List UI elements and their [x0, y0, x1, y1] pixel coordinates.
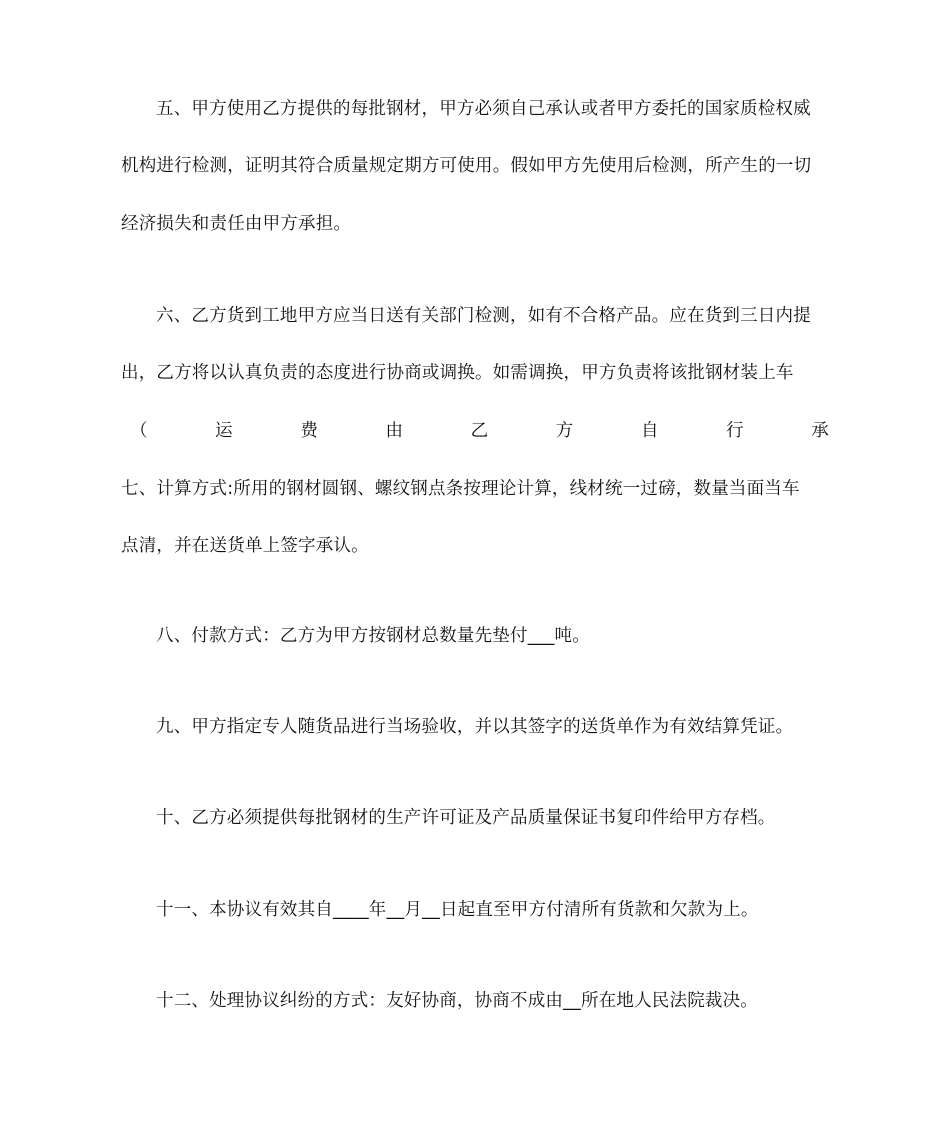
clause-8: 八、付款方式：乙方为甲方按钢材总数量先垫付___吨。: [156, 626, 590, 646]
clause-5-line-1: 五、甲方使用乙方提供的每批钢材，甲方必须自己承认或者甲方委托的国家质检权威: [156, 99, 811, 119]
spread-char: （: [130, 421, 148, 441]
spread-char: 费: [300, 421, 319, 441]
spread-char: 行: [726, 421, 744, 441]
spread-char: 承: [811, 421, 829, 441]
clause-5-line-2: 机构进行检测，证明其符合质量规定期方可使用。假如甲方先使用后检测，所产生的一切: [121, 156, 812, 176]
clause-6-line-2: 出，乙方将以认真负责的态度进行协商或调换。如需调换，甲方负责将该批钢材装上车: [121, 363, 794, 383]
clause-9: 九、甲方指定专人随货品进行当场验收，并以其签字的送货单作为有效结算凭证。: [156, 717, 794, 737]
spread-char: 自: [640, 421, 659, 441]
clause-5-line-3: 经济损失和责任由甲方承担。: [121, 214, 352, 234]
clause-11: 十一、本协议有效其自____年__月__日起直至甲方付清所有货款和欠款为上。: [156, 900, 759, 920]
clause-7-line-1: 七、计算方式:所用的钢材圆钢、螺纹钢点条按理论计算，线材统一过磅，数量当面当车: [121, 479, 800, 499]
clause-7-line-2: 点清，并在送货单上签字承认。: [121, 536, 369, 556]
clause-6-spread-line: [130, 419, 829, 443]
spread-char: 运: [215, 421, 233, 441]
spread-char: 乙: [470, 421, 489, 441]
clause-6-line-1: 六、乙方货到工地甲方应当日送有关部门检测，如有不合格产品。应在货到三日内提: [156, 306, 811, 326]
spread-char: 方: [555, 421, 574, 441]
clause-10: 十、乙方必须提供每批钢材的生产许可证及产品质量保证书复印件给甲方存档。: [156, 808, 776, 828]
spread-char: 由: [385, 421, 404, 441]
clause-12: 十二、处理协议纠纷的方式：友好协商，协商不成由__所在地人民法院裁决。: [156, 991, 758, 1011]
